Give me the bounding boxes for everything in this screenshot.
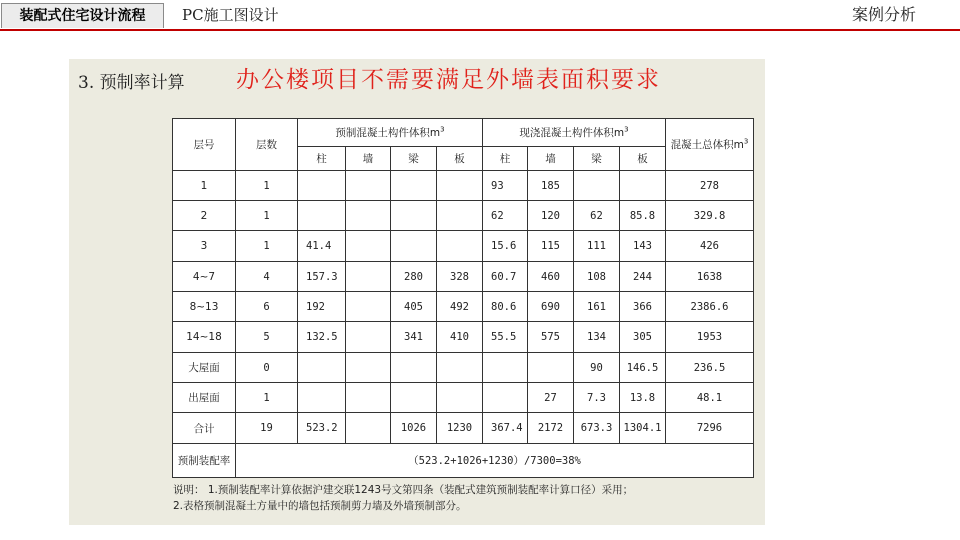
header-total-volume: 混凝土总体积$m^3$: [666, 119, 754, 171]
header-bar: [0, 0, 960, 32]
header-subtitle: PC施工图设计: [182, 6, 279, 24]
cell-volume: [483, 383, 528, 413]
footnote-line-2: 2.表格预制混凝土方量中的墙包括预制剪力墙及外墙预制部分。: [173, 500, 467, 512]
rate-label: 预制装配率: [173, 444, 236, 478]
cell-floor: 8~13: [173, 292, 236, 322]
cell-volume: 328: [437, 262, 483, 292]
cell-volume: 1304.1: [620, 413, 666, 444]
cell-volume: 85.8: [620, 201, 666, 231]
cell-volume: 1026: [391, 413, 437, 444]
cell-volume: [298, 201, 346, 231]
cell-volume: 185: [528, 171, 574, 201]
cell-volume: 115: [528, 231, 574, 262]
cell-volume: [437, 171, 483, 201]
precast-rate-table: [172, 118, 754, 478]
header-precast-beam: 梁: [391, 147, 437, 171]
table-row: [173, 292, 754, 322]
cell-volume: 55.5: [483, 322, 528, 353]
cell-volume: [391, 383, 437, 413]
cell-volume: [346, 383, 391, 413]
cell-volume: 575: [528, 322, 574, 353]
cell-floor: 4~7: [173, 262, 236, 292]
cell-total-volume: 48.1: [666, 383, 754, 413]
cell-total-volume: 1638: [666, 262, 754, 292]
cell-volume: 146.5: [620, 353, 666, 383]
table-row: [173, 262, 754, 292]
footnote-line-1: 说明： 1.预制装配率计算依据沪建交联1243号文第四条（装配式建筑预制装配率计算口径）采用；: [173, 484, 634, 496]
cell-volume: [346, 262, 391, 292]
cell-floor: 大屋面: [173, 353, 236, 383]
cell-volume: 134: [574, 322, 620, 353]
header-precast-wall: 墙: [346, 147, 391, 171]
cell-total-volume: 236.5: [666, 353, 754, 383]
cell-floor-count: 5: [236, 322, 298, 353]
cell-floor: 2: [173, 201, 236, 231]
cell-floor: 出屋面: [173, 383, 236, 413]
cell-volume: [483, 353, 528, 383]
cell-floor-count: 4: [236, 262, 298, 292]
cell-volume: [437, 383, 483, 413]
cell-total-volume: 2386.6: [666, 292, 754, 322]
cell-volume: 60.7: [483, 262, 528, 292]
cell-volume: [346, 171, 391, 201]
cell-volume: 62: [574, 201, 620, 231]
cell-volume: [346, 201, 391, 231]
cell-volume: 62: [483, 201, 528, 231]
cell-volume: 366: [620, 292, 666, 322]
header-cast-beam: 梁: [574, 147, 620, 171]
header-case-analysis: 案例分析: [851, 5, 916, 24]
cell-volume: [298, 353, 346, 383]
cell-volume: [437, 353, 483, 383]
cell-floor: 1: [173, 171, 236, 201]
header-precast-column: 柱: [298, 147, 346, 171]
cell-volume: 367.4: [483, 413, 528, 444]
table-row: [173, 171, 754, 201]
cell-volume: [574, 171, 620, 201]
cell-volume: 161: [574, 292, 620, 322]
cell-total-volume: 7296: [666, 413, 754, 444]
cell-volume: 341: [391, 322, 437, 353]
cell-volume: 2172: [528, 413, 574, 444]
header-floor: 层号: [173, 119, 236, 171]
cell-volume: [528, 353, 574, 383]
cell-volume: 132.5: [298, 322, 346, 353]
cell-volume: 15.6: [483, 231, 528, 262]
cell-volume: 690: [528, 292, 574, 322]
cell-volume: 305: [620, 322, 666, 353]
cell-floor-count: 1: [236, 231, 298, 262]
cell-volume: 523.2: [298, 413, 346, 444]
cell-volume: 143: [620, 231, 666, 262]
cell-floor-count: 0: [236, 353, 298, 383]
cell-total-volume: 329.8: [666, 201, 754, 231]
cell-volume: 111: [574, 231, 620, 262]
cell-total-volume: 426: [666, 231, 754, 262]
cell-volume: [346, 231, 391, 262]
cell-volume: 108: [574, 262, 620, 292]
header-precast-group: 预制混凝土构件体积$m^3$: [298, 119, 483, 147]
cell-volume: 93: [483, 171, 528, 201]
cell-volume: [391, 171, 437, 201]
cell-volume: 41.4: [298, 231, 346, 262]
header-precast-slab: 板: [437, 147, 483, 171]
header-cast-group: 现浇混凝土构件体积$m^3$: [483, 119, 666, 147]
cell-floor: 14~18: [173, 322, 236, 353]
cell-volume: 192: [298, 292, 346, 322]
cell-volume: [620, 171, 666, 201]
header-cast-slab: 板: [620, 147, 666, 171]
table-body: [173, 171, 754, 444]
handwritten-note: 办公楼项目不需要满足外墙表面积要求: [236, 67, 661, 93]
cell-volume: 492: [437, 292, 483, 322]
table-row: [173, 383, 754, 413]
cell-volume: 7.3: [574, 383, 620, 413]
cell-volume: [346, 413, 391, 444]
cell-volume: [298, 383, 346, 413]
cell-volume: 410: [437, 322, 483, 353]
cell-volume: 673.3: [574, 413, 620, 444]
cell-volume: [298, 171, 346, 201]
cell-volume: 27: [528, 383, 574, 413]
cell-volume: 120: [528, 201, 574, 231]
cell-volume: [391, 201, 437, 231]
cell-volume: 90: [574, 353, 620, 383]
table-row: [173, 201, 754, 231]
header-divider: [0, 29, 960, 31]
cell-floor: 合计: [173, 413, 236, 444]
cell-volume: [346, 322, 391, 353]
rate-formula: （523.2+1026+1230）/7300=38%: [236, 444, 754, 478]
cell-volume: [391, 353, 437, 383]
cell-volume: 80.6: [483, 292, 528, 322]
cell-volume: [437, 201, 483, 231]
cell-floor: 3: [173, 231, 236, 262]
section-title: 3. 预制率计算: [78, 73, 185, 93]
table-row: [173, 413, 754, 444]
cell-floor-count: 1: [236, 383, 298, 413]
header-cast-wall: 墙: [528, 147, 574, 171]
table-row: [173, 231, 754, 262]
cell-volume: 405: [391, 292, 437, 322]
cell-floor-count: 1: [236, 171, 298, 201]
table-row: [173, 322, 754, 353]
cell-total-volume: 1953: [666, 322, 754, 353]
cell-volume: [346, 292, 391, 322]
cell-floor-count: 19: [236, 413, 298, 444]
cell-volume: 244: [620, 262, 666, 292]
cell-volume: [346, 353, 391, 383]
footnote: [173, 482, 633, 514]
cell-volume: 1230: [437, 413, 483, 444]
table-row: [173, 353, 754, 383]
cell-volume: 280: [391, 262, 437, 292]
cell-floor-count: 1: [236, 201, 298, 231]
cell-floor-count: 6: [236, 292, 298, 322]
cell-volume: [391, 231, 437, 262]
header-cast-column: 柱: [483, 147, 528, 171]
header-tab-assembly-design[interactable]: 装配式住宅设计流程: [1, 3, 164, 28]
cell-volume: 13.8: [620, 383, 666, 413]
cell-volume: [437, 231, 483, 262]
cell-total-volume: 278: [666, 171, 754, 201]
header-floor-count: 层数: [236, 119, 298, 171]
cell-volume: 157.3: [298, 262, 346, 292]
cell-volume: 460: [528, 262, 574, 292]
